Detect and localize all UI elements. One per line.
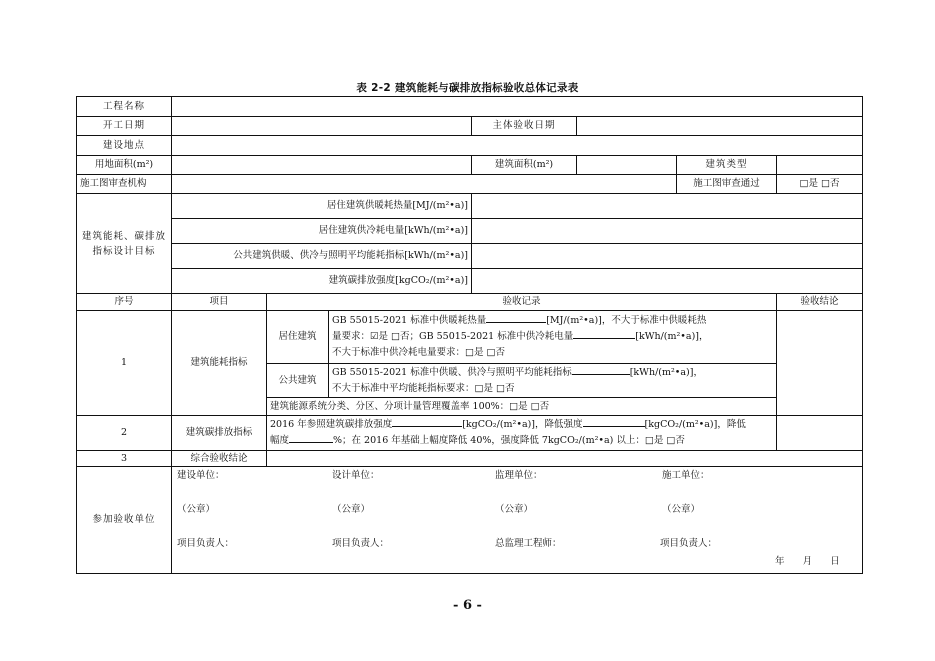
person-supervision: 总监理工程师： [495,538,562,549]
row3-conclusion[interactable] [267,451,863,467]
target-carbon: 建筑碳排放强度[kgCO₂/(m²•a)] [172,269,472,294]
building-type-value[interactable] [777,156,863,175]
table-title: 表 2-2 建筑能耗与碳排放指标验收总体记录表 [356,82,579,94]
carbon-text-2b: %；在 2016 年基础上幅度降低 40%，强度降低 7kgCO₂/(m²•a) 以上：□是 □否 [333,435,685,446]
main-acceptance-date-value[interactable] [577,117,863,136]
sign-date: 年 月 日 [775,556,840,567]
signature-grid [172,467,862,573]
target-carbon-value[interactable] [472,269,863,294]
person-design: 项目负责人： [332,538,390,549]
target-cooling-value[interactable] [472,219,863,244]
row-review [77,175,863,194]
unit-construction: 建设单位： [177,470,225,481]
unit-supervision: 监理单位： [495,470,543,481]
seal-supervision: （公章） [495,504,534,515]
row1-metering-record[interactable]: 建筑能源系统分类、分区、分项计量管理覆盖率 100%：□是 □否 [267,398,777,416]
target-public-value[interactable] [472,244,863,269]
land-area-label: 用地面积(m²) [77,156,172,175]
row-headers [77,294,863,311]
public-text-1b: [kWh/(m²•a)]， [629,366,703,378]
header-conclusion: 验收结论 [777,294,863,311]
design-targets-label: 建筑能耗、碳排放指标设计目标 [77,194,172,294]
public-blank[interactable] [572,374,630,375]
location-label: 建设地点 [77,136,172,156]
carbon-text-1b: [kgCO₂/(m²•a)]，降低强度 [462,419,583,430]
row1-public-label: 公共建筑 [267,364,329,398]
reduction-intensity-blank[interactable] [583,426,645,427]
project-name-value[interactable] [172,97,863,117]
row-project-name [77,97,863,117]
residential-text-2b: [kWh/(m²•a)]， [635,331,709,342]
review-agency-label: 施工图审查机构 [77,175,172,194]
row1-conclusion[interactable] [777,311,863,416]
person-contractor: 项目负责人： [660,538,718,549]
header-record: 验收记录 [267,294,777,311]
row-participants [77,467,863,574]
participants-signatures[interactable] [172,467,863,574]
row-areas [77,156,863,175]
row-target-3 [77,244,863,269]
building-area-label: 建筑面积(m²) [472,156,577,175]
review-passed-options[interactable]: □是 □否 [777,175,863,194]
reduction-rate-blank[interactable] [289,442,333,443]
building-area-value[interactable] [577,156,677,175]
person-construction: 项目负责人： [177,538,235,549]
row2-conclusion[interactable] [777,416,863,451]
public-text-1a: GB 55015-2021 标准中供暖、供冷与照明平均能耗指标 [332,366,572,378]
public-text-2: 不大于标准中平均能耗指标要求：□是 □否 [332,382,515,394]
land-area-value[interactable] [172,156,472,175]
seal-contractor: （公章） [662,504,701,515]
row1-residential-label: 居住建筑 [267,311,329,364]
start-date-label: 开工日期 [77,117,172,136]
seal-design: （公章） [332,504,371,515]
row-dates [77,117,863,136]
main-acceptance-date-label: 主体验收日期 [472,117,577,136]
row1-residential-record[interactable] [329,311,777,364]
residential-text-1b: [MJ/(m²•a)]，不大于标准中供暖耗热 [546,315,707,326]
row1-item: 建筑能耗指标 [172,311,267,416]
carbon-text-1c: [kgCO₂/(m²•a)]，降低 [644,419,746,430]
participants-label: 参加验收单位 [77,467,172,574]
target-heating: 居住建筑供暖耗热量[MJ/(m²•a)] [172,194,472,219]
row3-overall [77,451,863,467]
row-target-4 [77,269,863,294]
header-seq: 序号 [77,294,172,311]
residential-text-3: 不大于标准中供冷耗电量要求：□是 □否 [332,347,505,358]
target-heating-value[interactable] [472,194,863,219]
location-value[interactable] [172,136,863,156]
carbon-text-1a: 2016 年参照建筑碳排放强度 [270,419,393,430]
target-public: 公共建筑供暖、供冷与照明平均能耗指标[kWh/(m²•a)] [172,244,472,269]
row2-item: 建筑碳排放指标 [172,416,267,451]
row3-item: 综合验收结论 [172,451,267,467]
heating-blank[interactable] [486,322,546,323]
row-location [77,136,863,156]
review-passed-label: 施工图审查通过 [677,175,777,194]
reference-intensity-blank[interactable] [392,426,462,427]
row1-residential [77,311,863,364]
row2-seq: 2 [77,416,172,451]
residential-text-1a: GB 55015-2021 标准中供暖耗热量 [332,315,487,326]
seal-construction: （公章） [177,504,216,515]
project-name-label: 工程名称 [77,97,172,117]
row-target-2 [77,219,863,244]
target-cooling: 居住建筑供冷耗电量[kWh/(m²•a)] [172,219,472,244]
page-number: - 6 - [453,598,482,613]
row3-seq: 3 [77,451,172,467]
carbon-text-2a: 幅度 [270,435,290,446]
row-target-1 [77,194,863,219]
cooling-blank[interactable] [573,338,635,339]
row1-seq: 1 [77,311,172,416]
residential-text-2a: 量要求：☑是 □否；GB 55015-2021 标准中供冷耗电量 [332,331,574,342]
header-item: 项目 [172,294,267,311]
acceptance-record-table [76,96,863,574]
row2-record[interactable] [267,416,777,451]
row1-public-record[interactable] [329,364,777,398]
start-date-value[interactable] [172,117,472,136]
unit-design: 设计单位： [332,470,380,481]
review-agency-value[interactable] [172,175,677,194]
building-type-label: 建筑类型 [677,156,777,175]
row2-carbon [77,416,863,451]
unit-contractor: 施工单位： [662,470,710,481]
